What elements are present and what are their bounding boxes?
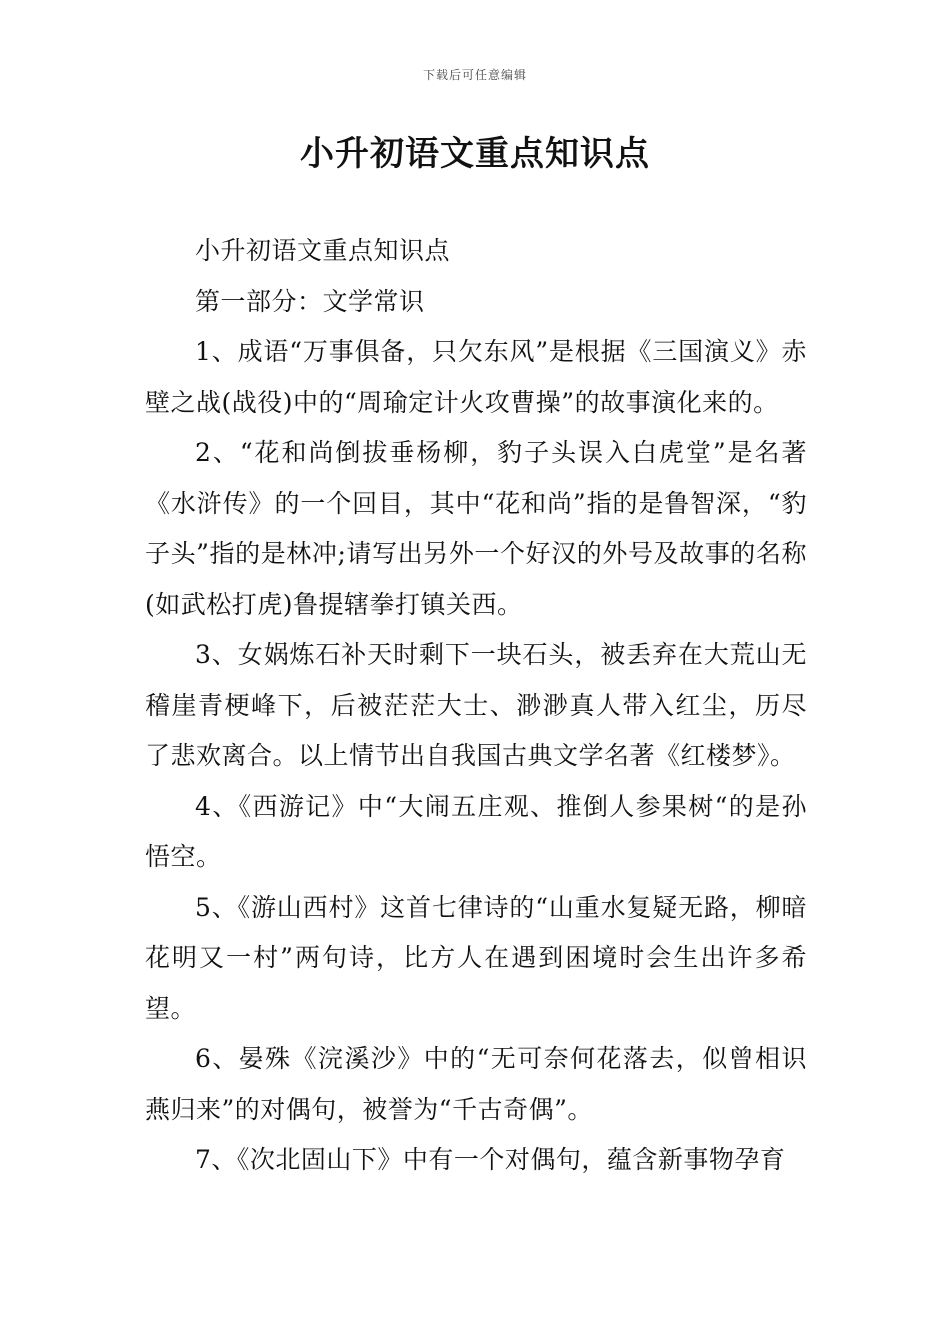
paragraph-item-7: 7、《次北固山下》中有一个对偶句，蕴含新事物孕育 — [195, 1145, 786, 1174]
paragraph-section-heading: 第一部分：文学常识 — [195, 286, 425, 316]
paragraph-item-3: 3、女娲炼石补天时剩下一块石头，被丢弃在大荒山无稽崖青梗峰下，后被茫茫大士、渺渺真人带入红尘，历尽了悲欢离合。以上情节出自我国古典文学名著《红楼梦》。 — [145, 640, 807, 770]
paragraph-subtitle: 小升初语文重点知识点 — [195, 236, 451, 265]
header-note: 下载后可任意编辑 — [422, 68, 527, 82]
paragraph-item-1: 1、成语“万事俱备，只欠东风”是根据《三国演义》赤壁之战(战役)中的“周瑜定计火攻曹操”的故事演化来的。 — [145, 337, 807, 417]
paragraph-item-4: 4、《西游记》中“大闹五庄观、推倒人参果树“的是孙悟空。 — [145, 791, 807, 871]
paragraph-item-2: 2、“花和尚倒拔垂杨柳，豹子头误入白虎堂”是名著《水浒传》的一个回目，其中“花和尚”指的是鲁智深，“豹子头”指的是林冲;请写出另外一个好汉的外号及故事的名称(如武松打虎)鲁提辖拳打镇关西。 — [145, 438, 807, 619]
paragraph-item-5: 5、《游山西村》这首七律诗的“山重水复疑无路，柳暗花明又一村”两句诗，比方人在遇到困境时会生出许多希望。 — [145, 892, 807, 1023]
document-body — [145, 226, 807, 1186]
document-title: 小升初语文重点知识点 — [300, 134, 650, 174]
paragraph-item-6: 6、晏殊《浣溪沙》中的“无可奈何花落去，似曾相识燕归来”的对偶句，被誉为“千古奇偶”。 — [145, 1044, 807, 1124]
